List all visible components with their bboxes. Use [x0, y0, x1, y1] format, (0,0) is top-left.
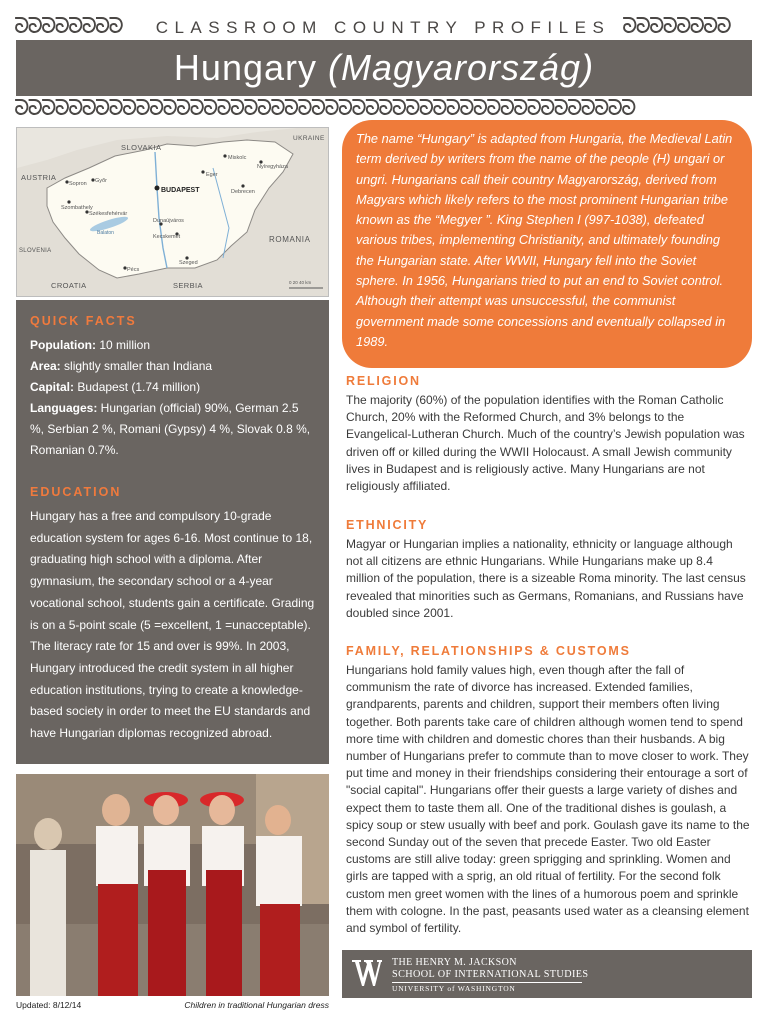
fact-population: [30, 335, 315, 356]
map-label-slovakia: SLOVAKIA: [121, 143, 162, 152]
religion-text: The majority (60%) of the population identifies with the Roman Catholic Church, 20% with the Reformed Church, and 3% belongs to the Evangelical-Lutheran Church. Much of the country’s Jewish population was driven off or killed during the WWII Holocaust. A small Jewish community lives in Budapest and is religiously active. Many Hungarians are not religiously affiliated.: [346, 393, 745, 494]
ethnicity-text: Magyar or Hungarian implies a nationality, ethnicity or language although not all citizens are ethnic Hungarians. While Hungarians make up 8.4 million of the population, there is a sizeable Roma minority. The last census revealed that minorities such as Germans, Romanians, and Russians have doubled since 2001.: [346, 537, 746, 620]
uw-school-line2: SCHOOL OF INTERNATIONAL STUDIES: [392, 969, 589, 980]
education-heading: EDUCATION: [30, 485, 122, 499]
photo-caption: Children in traditional Hungarian dress: [184, 1000, 329, 1010]
map-label-szeged: Szeged: [179, 260, 198, 266]
family-text: Hungarians hold family values high, even though after the fall of communism the rate of divorce has increased. Extended families, grandparents, parents and children, support their members often living together. Both parents take care of children although women tend to spend more time with children and domestic chores than their husbands. A big number of Hungarians prefer to commute than to move closer to work. They put time and money in their friendships considering their entourage a sort of "social capital". Hungarians offer their guests a large variety of dishes and expect them to taste them all. One of the traditional dishes is goulash, a spicy soup or stew usually with beef and pork. Goulash gave its name to the second Sunday out of the seven that precede Easter. Two old Easter customs are still alive today: green sprigging and sprinkling. Women and girls are tapped with a sprig, an old ritual of fertility. For the second folk custom men greet women with the lines of a humorous poem and sprinkle them with cologne. In the past, peasants used water as a cleansing element and symbol of fertility.: [346, 663, 750, 936]
map-label-debrecen: Debrecen: [231, 189, 255, 195]
fact-languages: [30, 398, 315, 461]
uw-school-line1: THE HENRY M. JACKSON: [392, 957, 517, 968]
map-label-sopron: Sopron: [69, 181, 87, 187]
map-label-szekesfehervar: Székesfehérvár: [89, 211, 128, 217]
quick-facts-panel: [16, 300, 329, 764]
fact-population-label: Population:: [30, 338, 96, 352]
religion-section: [346, 374, 750, 495]
uw-divider: [392, 982, 582, 983]
fact-capital: [30, 377, 315, 398]
ethnicity-heading: ETHNICITY: [346, 518, 429, 532]
quick-facts-heading: QUICK FACTS: [30, 314, 137, 328]
fact-languages-label: Languages:: [30, 401, 98, 415]
map-label-austria: AUSTRIA: [21, 173, 57, 182]
page-title: [16, 40, 752, 96]
map-label-szombathely: Szombathely: [61, 205, 93, 211]
map-label-kecskemet: Kecskemét: [153, 234, 181, 240]
map-label-ukraine: UKRAINE: [293, 135, 325, 142]
fact-population-value: 10 million: [96, 338, 151, 352]
swirl-ornament-icon: ᘐᘐᘐᘐᘐᘐᘐᘐ: [622, 14, 730, 39]
jackson-school-footer: [342, 950, 752, 998]
uw-university-line: UNIVERSITY of WASHINGTON: [392, 984, 516, 993]
updated-date: Updated: 8/12/14: [16, 1000, 82, 1010]
title-native: (Magyarország): [328, 47, 595, 88]
fact-languages-value: Hungarian (official) 90%, German 2.5 %, Serbian 2 %, Romani (Gypsy) 4 %, Slovak 0.8 %, Romanian 0.7%.: [30, 401, 311, 457]
map-label-serbia: SERBIA: [173, 281, 203, 290]
map-label-pecs: Pécs: [127, 267, 140, 273]
series-title: CLASSROOM COUNTRY PROFILES: [155, 18, 611, 37]
fact-area-label: Area:: [30, 359, 61, 373]
map-label-balaton: Balaton: [97, 230, 114, 236]
fact-area: [30, 356, 315, 377]
hungary-map: [16, 127, 329, 297]
title-main: Hungary: [173, 47, 328, 88]
map-label-croatia: CROATIA: [51, 281, 87, 290]
ethnicity-section: [346, 518, 750, 622]
swirl-ornament-icon: ᘐᘐᘐᘐᘐᘐᘐᘐ: [14, 14, 122, 39]
fact-area-value: slightly smaller than Indiana: [60, 359, 213, 373]
intro-callout: The name “Hungary” is adapted from Hungaria, the Medieval Latin term derived by writers from the name of the people (H) ungari or ungri. Hungarians call their country Magyarország, derived from Magyars which likely refers to the most prominent Hungarian tribe known as the “Megyer ”. King Stephen I (997-1038), defeated various tribes, implementing Christianity, and ultimately founding the Hungarian state. After WWII, Hungary fell into the Soviet sphere. In 1956, Hungarians tried to put an end to Soviet control. Although their attempt was unsuccessful, the communist government made some concessions and eventually collapsed in 1989.: [342, 120, 752, 368]
family-heading: FAMILY, RELATIONSHIPS & CUSTOMS: [346, 644, 631, 658]
children-photo: [16, 774, 329, 996]
fact-capital-label: Capital:: [30, 380, 75, 394]
map-label-nyiregyhaza: Nyíregyháza: [257, 164, 288, 170]
education-text: Hungary has a free and compulsory 10-grade education system for ages 6-16. Most continue to 18, graduating high school with a diploma. After gymnasium, the secondary school or a 4-year vocational school, students gain a certificate. Grading is on a 5-point scale (5 =excellent, 1 =unacceptable). The literacy rate for 15 and over is 99%. In 2003, Hungary introduced the credit system in all higher education institutions, trying to create a knowledge-based society in order to meet the EU standards and have Hungarian diplomas recognized abroad.: [30, 509, 315, 741]
map-label-slovenia: SLOVENIA: [19, 248, 52, 254]
religion-heading: RELIGION: [346, 374, 421, 388]
map-scale: 0 20 40 km: [289, 280, 312, 285]
map-label-eger: Eger: [206, 172, 218, 178]
uw-w-logo-icon: [352, 956, 382, 990]
map-label-gyor: Győr: [95, 178, 107, 184]
fact-capital-value: Budapest (1.74 million): [74, 380, 201, 394]
swirl-ornament-icon: ᘐᘐᘐᘐᘐᘐᘐᘐᘐᘐᘐᘐᘐᘐᘐᘐᘐᘐᘐᘐᘐᘐᘐᘐᘐᘐᘐᘐᘐᘐᘐᘐᘐᘐᘐᘐᘐᘐᘐᘐᘐᘐᘐᘐᘐᘐ: [14, 98, 635, 120]
map-label-miskolc: Miskolc: [228, 155, 247, 161]
family-section: [346, 644, 750, 937]
map-label-budapest: BUDAPEST: [161, 187, 200, 194]
map-label-romania: ROMANIA: [269, 235, 311, 244]
map-label-dunaujvaros: Dunaújváros: [153, 218, 184, 224]
